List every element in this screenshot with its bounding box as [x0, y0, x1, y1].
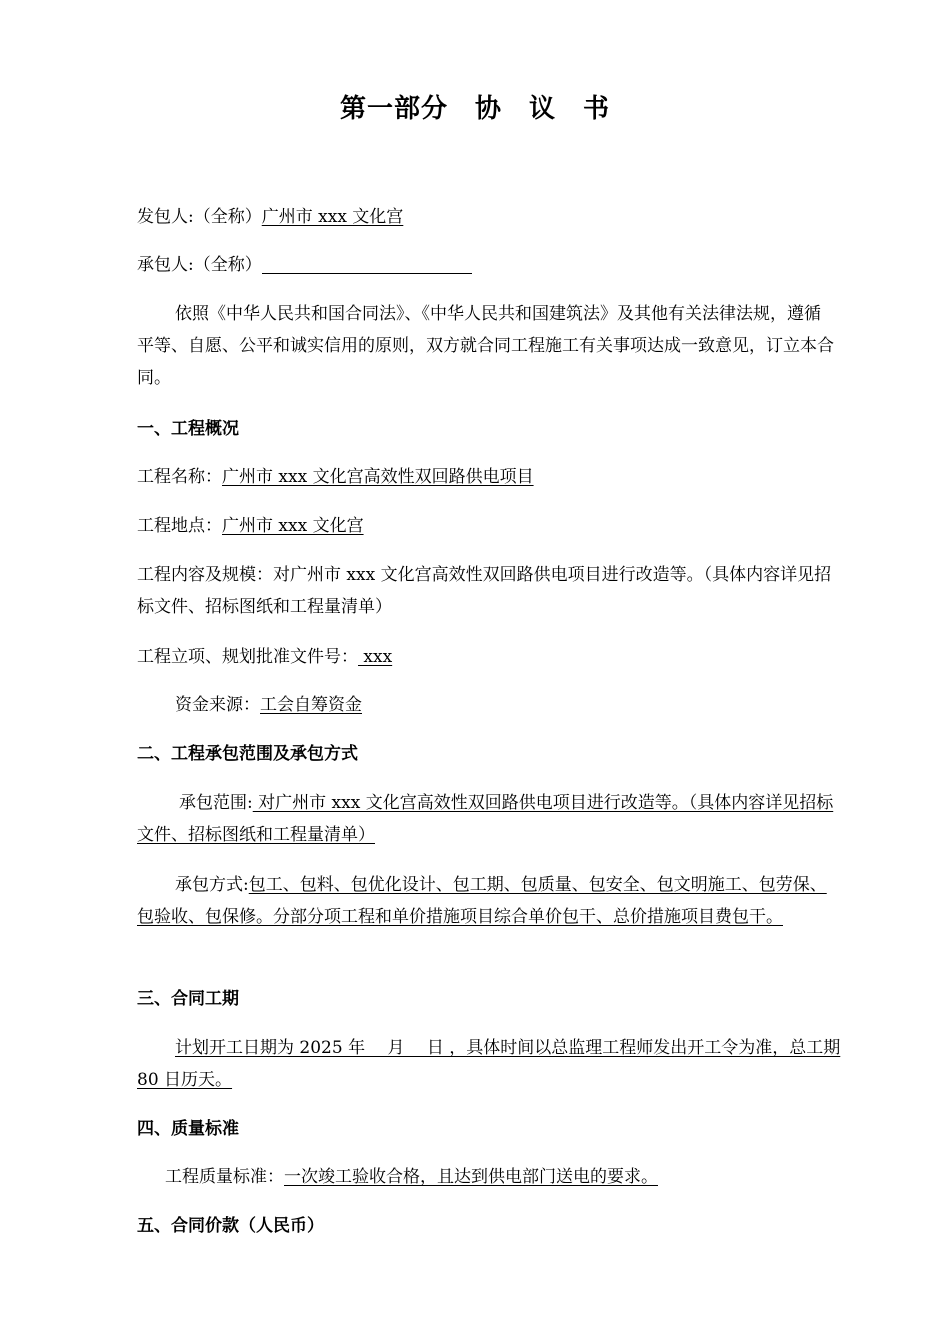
employer-value: 广州市 xxx 文化宫 — [261, 207, 404, 227]
quality-value: 一次竣工验收合格，且达到供电部门送电的要求。 — [284, 1167, 658, 1187]
approval-line — [137, 641, 847, 673]
intro-paragraph: 依照《中华人民共和国合同法》、《中华人民共和国建筑法》及其他有关法律法规，遵循平等、自愿、公平和诚实信用的原则，双方就合同工程施工有关事项达成一致意见，订立本合同。 — [137, 304, 834, 388]
project-name-value: 广州市 xxx 文化宫高效性双回路供电项目 — [222, 467, 534, 487]
fund-value: 工会自筹资金 — [260, 695, 362, 715]
contract-range-label: 承包范围: — [179, 793, 253, 813]
contract-mode-paragraph — [137, 869, 837, 933]
section-heading-quality: 四、质量标准 — [137, 1119, 239, 1139]
section-heading-duration: 三、合同工期 — [137, 989, 239, 1009]
section-heading-overview: 一、工程概况 — [137, 419, 239, 439]
project-name-line — [137, 461, 847, 493]
fund-line — [175, 689, 885, 721]
section-heading-scope: 二、工程承包范围及承包方式 — [137, 744, 358, 764]
project-site-value: 广州市 xxx 文化宫 — [222, 516, 364, 536]
duration-paragraph — [137, 1032, 847, 1096]
project-scope-paragraph: 工程内容及规模：对广州市 xxx 文化宫高效性双回路供电项目进行改造等。（具体内容详见招标文件、招标图纸和工程量清单） — [137, 565, 832, 617]
quality-label: 工程质量标准： — [165, 1167, 284, 1187]
contract-mode-label: 承包方式: — [175, 875, 249, 895]
quality-line — [165, 1161, 875, 1193]
contract-range-paragraph — [137, 787, 837, 851]
fund-label: 资金来源： — [175, 695, 260, 715]
contract-range-value: 对广州市 xxx 文化宫高效性双回路供电项目进行改造等。（具体内容详见招标文件、招标图纸和工程量清单） — [137, 793, 834, 845]
duration-text: 计划开工日期为 2025 年 月 日 ，具体时间以总监理工程师发出开工令为准，总工期 80 日历天。 — [137, 1038, 841, 1090]
project-site-line — [137, 510, 847, 542]
contract-mode-value: 包工、包料、包优化设计、包工期、包质量、包安全、包文明施工、包劳保、包验收、包保修。分部分项工程和单价措施项目综合单价包干、总价措施项目费包干。 — [137, 875, 827, 927]
project-name-label: 工程名称： — [137, 467, 222, 487]
approval-label: 工程立项、规划批准文件号： — [137, 647, 358, 667]
contractor-line — [137, 249, 847, 281]
project-site-label: 工程地点： — [137, 516, 222, 536]
employer-label: 发包人:（全称） — [137, 207, 262, 227]
contractor-label: 承包人:（全称） — [137, 255, 262, 275]
employer-line — [137, 201, 847, 233]
page-title: 第一部分 协 议 书 — [339, 94, 610, 124]
contractor-blank — [262, 253, 472, 274]
approval-value: xxx — [358, 647, 393, 667]
section-heading-price: 五、合同价款（人民币） — [137, 1216, 324, 1236]
